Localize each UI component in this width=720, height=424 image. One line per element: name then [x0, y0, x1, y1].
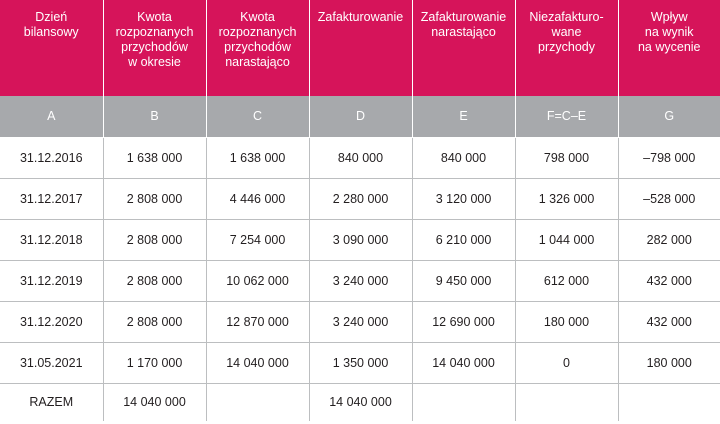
table-cell: 3 120 000 — [412, 178, 515, 219]
table-cell: 14 040 000 — [206, 342, 309, 383]
header-line: przychodów — [224, 40, 291, 54]
table-cell: 1 638 000 — [103, 137, 206, 178]
table-row — [0, 342, 720, 383]
table-cell: 840 000 — [309, 137, 412, 178]
table-row — [0, 137, 720, 178]
table-cell: 14 040 000 — [412, 342, 515, 383]
table-cell: 31.12.2018 — [0, 219, 103, 260]
table-cell: 180 000 — [618, 342, 720, 383]
header-kwota-narastajaco — [206, 0, 309, 96]
header-wplyw-na-wynik — [618, 0, 720, 96]
header-zafakturowanie-narastajaco — [412, 0, 515, 96]
header-line: przychodów — [121, 40, 188, 54]
table-cell: 612 000 — [515, 260, 618, 301]
table-cell: 14 040 000 — [309, 383, 412, 421]
table-cell: 282 000 — [618, 219, 720, 260]
table-cell: 432 000 — [618, 260, 720, 301]
table-cell: 3 090 000 — [309, 219, 412, 260]
table-cell — [206, 383, 309, 421]
header-line: Zafakturowanie — [317, 10, 404, 24]
header-line: na wycenie — [637, 40, 701, 54]
column-letter: E — [412, 96, 515, 137]
table-cell: 6 210 000 — [412, 219, 515, 260]
table-cell: 798 000 — [515, 137, 618, 178]
header-line: Wpływ — [650, 10, 688, 24]
table-cell: 3 240 000 — [309, 301, 412, 342]
table-cell: 1 638 000 — [206, 137, 309, 178]
column-letter: G — [618, 96, 720, 137]
column-letter-row — [0, 96, 720, 137]
table-cell: 1 044 000 — [515, 219, 618, 260]
header-line: narastająco — [225, 55, 290, 69]
header-line: Niezafakturo- — [529, 10, 604, 24]
table-cell: 1 350 000 — [309, 342, 412, 383]
column-letter: F=C–E — [515, 96, 618, 137]
table-row — [0, 301, 720, 342]
table-cell: 4 446 000 — [206, 178, 309, 219]
table-cell: 2 808 000 — [103, 260, 206, 301]
header-line: Kwota — [240, 10, 275, 24]
table-cell: 2 808 000 — [103, 178, 206, 219]
table-cell: 9 450 000 — [412, 260, 515, 301]
table-cell: 12 870 000 — [206, 301, 309, 342]
column-letter: B — [103, 96, 206, 137]
table-cell: 31.12.2019 — [0, 260, 103, 301]
header-kwota-w-okresie — [103, 0, 206, 96]
table-cell: 2 280 000 — [309, 178, 412, 219]
header-dzien-bilansowy — [0, 0, 103, 96]
table-row — [0, 178, 720, 219]
table-cell: 31.12.2020 — [0, 301, 103, 342]
header-line: Kwota — [137, 10, 172, 24]
header-line: narastająco — [431, 25, 496, 39]
header-line: przychody — [538, 40, 595, 54]
table-row — [0, 219, 720, 260]
table-cell: 2 808 000 — [103, 301, 206, 342]
table-cell — [515, 383, 618, 421]
header-zafakturowanie — [309, 0, 412, 96]
total-row — [0, 383, 720, 421]
total-label: RAZEM — [0, 383, 103, 421]
header-niezafakturowane-przychody — [515, 0, 618, 96]
column-letter: A — [0, 96, 103, 137]
table-cell: 3 240 000 — [309, 260, 412, 301]
table-cell: 14 040 000 — [103, 383, 206, 421]
header-line: na wynik — [644, 25, 694, 39]
column-letter: C — [206, 96, 309, 137]
table-cell: 31.12.2016 — [0, 137, 103, 178]
table-cell: 1 170 000 — [103, 342, 206, 383]
table-cell: –528 000 — [618, 178, 720, 219]
table-cell: 31.12.2017 — [0, 178, 103, 219]
table-cell: 2 808 000 — [103, 219, 206, 260]
header-row — [0, 0, 720, 96]
header-line: w okresie — [128, 55, 181, 69]
table-cell: 7 254 000 — [206, 219, 309, 260]
table-cell: 432 000 — [618, 301, 720, 342]
header-line: bilansowy — [23, 25, 79, 39]
column-letter: D — [309, 96, 412, 137]
header-line: rozpoznanych — [218, 25, 297, 39]
header-line: rozpoznanych — [115, 25, 194, 39]
table-cell: 31.05.2021 — [0, 342, 103, 383]
table-cell: –798 000 — [618, 137, 720, 178]
table-cell: 0 — [515, 342, 618, 383]
header-line: Zafakturowanie — [420, 10, 507, 24]
table-cell — [618, 383, 720, 421]
header-line: Dzień — [35, 10, 68, 24]
table-cell: 12 690 000 — [412, 301, 515, 342]
table-cell: 1 326 000 — [515, 178, 618, 219]
header-line: wane — [551, 25, 582, 39]
table-cell: 840 000 — [412, 137, 515, 178]
table-row — [0, 260, 720, 301]
table-cell: 10 062 000 — [206, 260, 309, 301]
table-cell — [412, 383, 515, 421]
table-cell: 180 000 — [515, 301, 618, 342]
